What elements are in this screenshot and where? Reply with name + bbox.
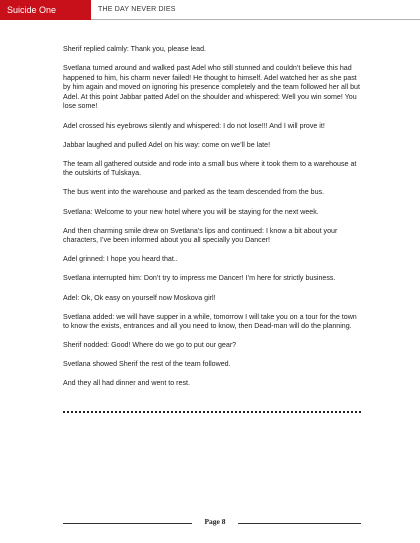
running-header [0,0,420,20]
page-number: Page 8 [204,517,226,526]
paragraph: Svetlana turned around and walked past Adel who still stunned and couldn’t believe this had happened to him, his charm never failed! He thought to himself. Adel watched her as she past by him again and moved on ignoring his presence completely and the team followed her all but Adel. At this point Jabbar patted Adel on the shoulder and whispered: Well you win some! You lose some! [63,64,360,111]
paragraph: Adel crossed his eyebrows silently and whispered: I do not lose!!! And I will prove it! [63,121,325,130]
paragraph: Sherif nodded: Good! Where do we go to put our gear? [63,341,237,350]
footer-rule-left [63,523,192,524]
paragraph: Svetlana: Welcome to your new hotel where you will be staying for the next week. [63,207,319,216]
paragraph: Svetlana interrupted him: Don’t try to impress me Dancer! I’m here for strictly business. [63,274,336,283]
paragraph: Svetlana showed Sherif the rest of the team followed. [63,360,231,369]
paragraph: Sherif replied calmly: Thank you, please lead. [63,45,207,53]
paragraph: Svetlana added: we will have supper in a while, tomorrow I will take you on a tour for the town to know the exists, entrances and all you need to know, then Dead-man will do the planning. [63,312,357,331]
paragraph: Adel grinned: I hope you heard that.. [63,255,178,264]
paragraph: And they all had dinner and went to rest. [63,379,190,388]
paragraph: Jabbar laughed and pulled Adel on his way: come on we’ll be late! [63,140,271,149]
paragraph: And then charming smile drew on Svetlana’s lips and continued: I know a bit about your characters, I’ve been informed about you all specially you Dancer! [63,226,338,245]
paragraph: The bus went into the warehouse and parked as the team descended from the bus. [63,188,325,197]
section-divider [63,411,361,413]
paragraph: Adel: Ok, Ok easy on yourself now Moskova girl! [63,293,216,302]
book-title: Suicide One [0,0,91,20]
paragraph: The team all gathered outside and rode into a small bus where it took them to a warehouse at the outskirts of Tulskaya. [63,159,357,178]
body-text [63,45,363,399]
chapter-title: THE DAY NEVER DIES [91,0,420,20]
footer-rule-right [238,523,361,524]
